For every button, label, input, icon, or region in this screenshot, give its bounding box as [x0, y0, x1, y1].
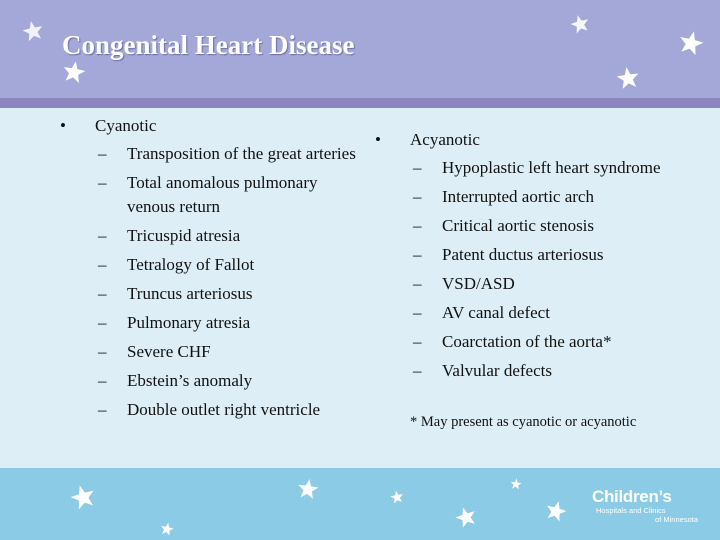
logo-subtitle: Hospitals and Clinics [596, 506, 666, 515]
dash-marker: – [98, 342, 107, 361]
list-item [60, 309, 360, 338]
list-item [375, 212, 710, 241]
star-icon [159, 521, 176, 538]
list-item-label: Tricuspid atresia [127, 226, 241, 245]
dash-marker: – [98, 400, 107, 419]
childrens-logo [592, 488, 702, 524]
star-icon [20, 18, 46, 44]
dash-marker: – [98, 226, 107, 245]
star-icon [614, 64, 641, 91]
list-item-label: Critical aortic stenosis [442, 216, 595, 235]
list-item [375, 270, 710, 299]
star-icon [296, 477, 321, 502]
cyanotic-list [60, 111, 360, 425]
dash-marker: – [413, 303, 422, 322]
dash-marker: – [413, 245, 422, 264]
star-icon [509, 477, 522, 490]
dash-marker: – [98, 313, 107, 332]
dash-marker: – [413, 187, 422, 206]
star-icon [389, 489, 405, 505]
list-item [375, 299, 710, 328]
list-item-label: Ebstein’s anomaly [127, 371, 253, 390]
dash-marker: – [413, 274, 422, 293]
dash-marker: – [413, 216, 422, 235]
list-item-label: Total anomalous pulmonary venous return [127, 173, 318, 216]
acyanotic-list [375, 125, 710, 386]
bullet-heading-acyanotic: Acyanotic [410, 130, 480, 149]
dash-marker: – [413, 361, 422, 380]
list-item [60, 396, 360, 425]
list-item [375, 328, 710, 357]
list-item-label: VSD/ASD [442, 274, 515, 293]
dash-marker: – [98, 255, 107, 274]
list-item-label: Pulmonary atresia [127, 313, 251, 332]
list-item-label: Tetralogy of Fallot [127, 255, 255, 274]
bullet-acyanotic [375, 125, 710, 154]
list-item [60, 251, 360, 280]
list-item-label: Transposition of the great arteries [127, 144, 356, 163]
list-item [60, 280, 360, 309]
bullet-point: • [60, 116, 66, 135]
dash-marker: – [98, 144, 107, 163]
star-icon [60, 58, 88, 86]
bullet-point: • [375, 130, 381, 149]
list-item-label: Double outlet right ventricle [127, 400, 321, 419]
list-item-label: Hypoplastic left heart syndrome [442, 158, 661, 177]
bullet-heading-cyanotic: Cyanotic [95, 116, 157, 135]
list-item [60, 222, 360, 251]
footnote: * May present as cyanotic or acyanotic [410, 414, 637, 430]
logo-subtitle-2: of Minnesota [655, 515, 698, 524]
list-item-label: Patent ductus arteriosus [442, 245, 604, 264]
bullet-cyanotic [60, 111, 360, 140]
list-item [60, 338, 360, 367]
list-item [60, 169, 360, 222]
list-item [60, 140, 360, 169]
logo-name: Children’s [592, 487, 672, 506]
list-item-label: Severe CHF [127, 342, 211, 361]
list-item [375, 241, 710, 270]
list-item-label: Coarctation of the aorta* [442, 332, 612, 351]
list-item-label: Truncus arteriosus [127, 284, 253, 303]
dash-marker: – [98, 173, 107, 192]
header-divider [0, 98, 720, 108]
dash-marker: – [413, 332, 422, 351]
list-item [375, 154, 710, 183]
list-item [375, 357, 710, 386]
dash-marker: – [98, 284, 107, 303]
dash-marker: – [413, 158, 422, 177]
slide-title: Congenital Heart Disease [62, 30, 355, 60]
list-item [60, 367, 360, 396]
dash-marker: – [98, 371, 107, 390]
list-item [375, 183, 710, 212]
list-item-label: AV canal defect [442, 303, 550, 322]
list-item-label: Interrupted aortic arch [442, 187, 594, 206]
list-item-label: Valvular defects [442, 361, 552, 380]
